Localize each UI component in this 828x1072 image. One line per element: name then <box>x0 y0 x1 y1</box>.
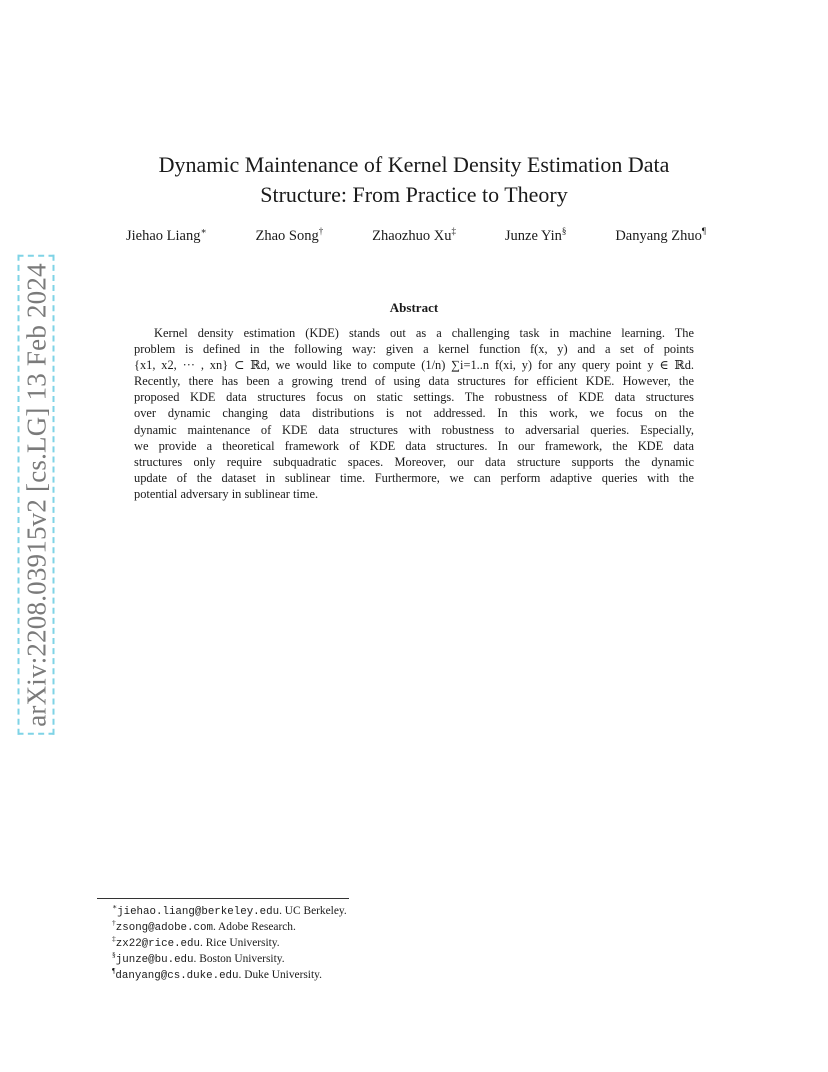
footnote-affiliation: UC Berkeley. <box>284 905 347 917</box>
author-footnote-mark: ‡ <box>451 226 456 237</box>
abstract-line: {x1, x2, ··· , xn} ⊂ ℝd, we would like to compute (1/n) ∑i=1..n f(xi, y) for any query point y ∈ ℝd. <box>134 358 694 373</box>
abstract-body <box>134 325 694 502</box>
author-name: Zhaozhuo Xu <box>372 228 452 244</box>
abstract-line: over dynamic changing data distributions is not addressed. In this work, we focus on the <box>134 406 694 421</box>
footnote: ‡zx22@rice.edu. Rice University. <box>112 934 280 950</box>
title-line-1: Dynamic Maintenance of Kernel Density Estimation Data <box>158 152 670 177</box>
author-list <box>126 228 706 245</box>
footnotes <box>112 904 347 984</box>
footnote: †zsong@adobe.com. Adobe Research. <box>112 918 296 934</box>
footnote-email: zx22@rice.edu <box>115 938 200 950</box>
author-name: Zhao Song <box>255 228 319 244</box>
footnote-affiliation: Adobe Research. <box>218 921 296 933</box>
footnote-email: zsong@adobe.com <box>115 922 213 934</box>
footnote-affiliation: Rice University. <box>205 937 280 949</box>
abstract-line: we provide a theoretical framework of KDE data structures. In our framework, the KDE data <box>134 438 694 453</box>
abstract-line: problem is defined in the following way: given a kernel function f(x, y) and a set of points <box>134 342 694 357</box>
abstract-line: update of the dataset in sublinear time. Furthermore, we can perform adaptive queries with the <box>134 470 694 485</box>
abstract-line: dynamic maintenance of KDE data structures with robustness to adversarial queries. Especially, <box>134 422 694 437</box>
footnote-email: jiehao.liang@berkeley.edu <box>117 906 280 918</box>
abstract-line: Recently, there has been a growing trend of using data structures for efficient KDE. However, the <box>134 374 694 389</box>
abstract-line: proposed KDE data structures focus on static settings. The robustness of KDE data structures <box>134 390 694 405</box>
footnote-email: danyang@cs.duke.edu <box>115 970 239 982</box>
paper-title <box>0 150 828 210</box>
author <box>372 228 456 245</box>
author <box>615 228 706 245</box>
abstract-line: structures only require subquadratic spaces. Moreover, our data structure supports the dynamic <box>134 454 694 469</box>
author-name: Danyang Zhuo <box>615 228 702 244</box>
footnote-email: junze@bu.edu <box>115 954 194 966</box>
author-footnote-mark: † <box>318 226 324 237</box>
author-name: Jiehao Liang <box>126 228 201 244</box>
footnote-mark: ‡ <box>112 934 116 944</box>
footnote: §junze@bu.edu. Boston University. <box>112 950 285 966</box>
footnote: ¶danyang@cs.duke.edu. Duke University. <box>112 966 322 982</box>
author <box>256 228 324 245</box>
author-name: Junze Yin <box>504 228 562 244</box>
abstract-heading: Abstract <box>389 300 439 315</box>
abstract-line: potential adversary in sublinear time. <box>134 486 319 501</box>
footnote-divider <box>97 898 349 899</box>
author <box>126 228 207 245</box>
footnote: ∗jiehao.liang@berkeley.edu. UC Berkeley. <box>112 902 347 918</box>
footnote-mark: ¶ <box>112 966 116 976</box>
footnote-mark: § <box>112 950 116 960</box>
author-footnote-mark: § <box>561 226 567 237</box>
author-footnote-mark: ¶ <box>701 226 706 237</box>
author <box>505 228 567 245</box>
footnote-affiliation: Boston University. <box>199 953 285 965</box>
footnote-mark: † <box>112 918 116 928</box>
author-footnote-mark: ∗ <box>200 226 207 237</box>
footnote-affiliation: Duke University. <box>244 969 322 981</box>
title-line-2: Structure: From Practice to Theory <box>260 182 568 207</box>
arxiv-identifier-stamp: arXiv:2208.03915v2 [cs.LG] 13 Feb 2024 <box>18 255 55 735</box>
footnote-mark: ∗ <box>112 902 118 912</box>
abstract-line: Kernel density estimation (KDE) stands out as a challenging task in machine learning. The <box>154 326 694 340</box>
